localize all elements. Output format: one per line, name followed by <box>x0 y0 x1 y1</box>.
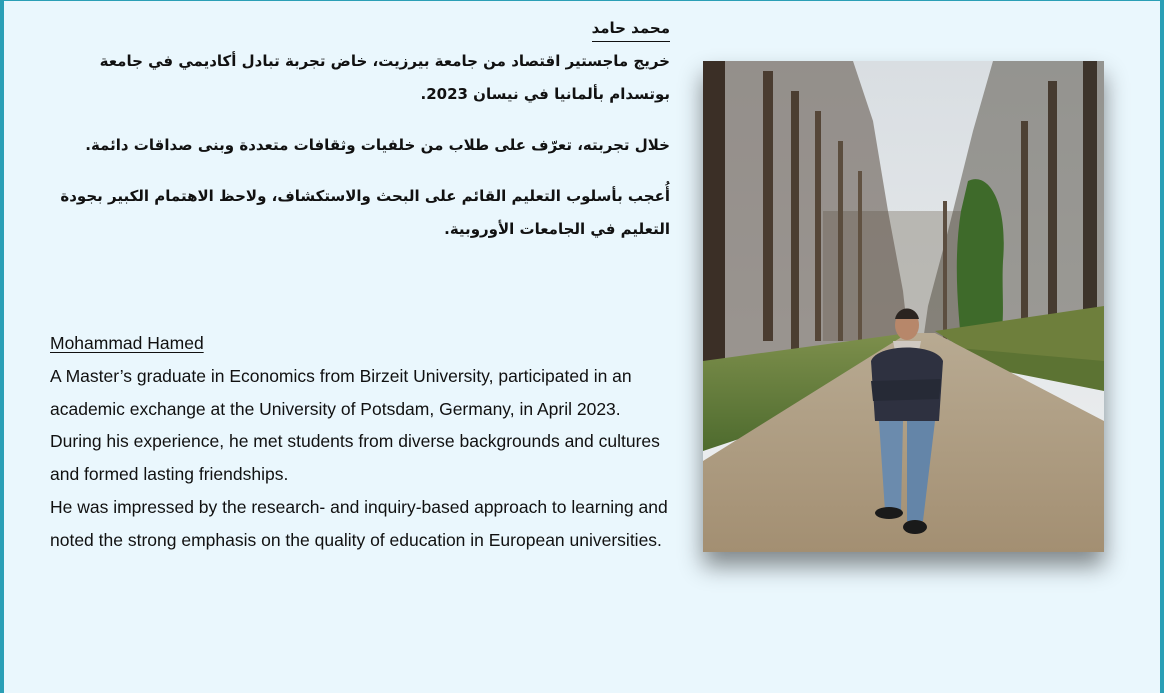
arabic-section <box>50 12 670 264</box>
english-paragraph-2: During his experience, he met students from diverse backgrounds and cultures and formed lasting friendships. <box>50 431 660 485</box>
park-path-illustration <box>703 61 1104 552</box>
english-paragraph-3: He was impressed by the research- and inquiry-based approach to learning and noted the strong emphasis on the quality of education in European universities. <box>50 496 668 550</box>
portrait-photo <box>703 61 1104 552</box>
arabic-paragraph-3: أُعجب بأسلوب التعليم القائم على البحث والاستكشاف، ولاحظ الاهتمام الكبير بجودة التعليم في الجامعات الأوروبية. <box>60 187 670 238</box>
english-name: Mohammad Hamed <box>50 333 204 353</box>
arabic-paragraph-2: خلال تجربته، تعرّف على طلاب من خلفيات وثقافات متعددة وبنى صداقات دائمة. <box>85 136 670 154</box>
arabic-paragraph-1: خريج ماجستير اقتصاد من جامعة بيرزيت، خاض تجربة تبادل أكاديمي في جامعة بوتسدام بألمانيا في نيسان 2023. <box>99 52 670 103</box>
english-paragraph-1: A Master’s graduate in Economics from Birzeit University, participated in an academic exchange at the University of Potsdam, Germany, in April 2023. <box>50 365 632 419</box>
english-section <box>50 327 670 557</box>
arabic-name: محمد حامد <box>592 15 670 42</box>
